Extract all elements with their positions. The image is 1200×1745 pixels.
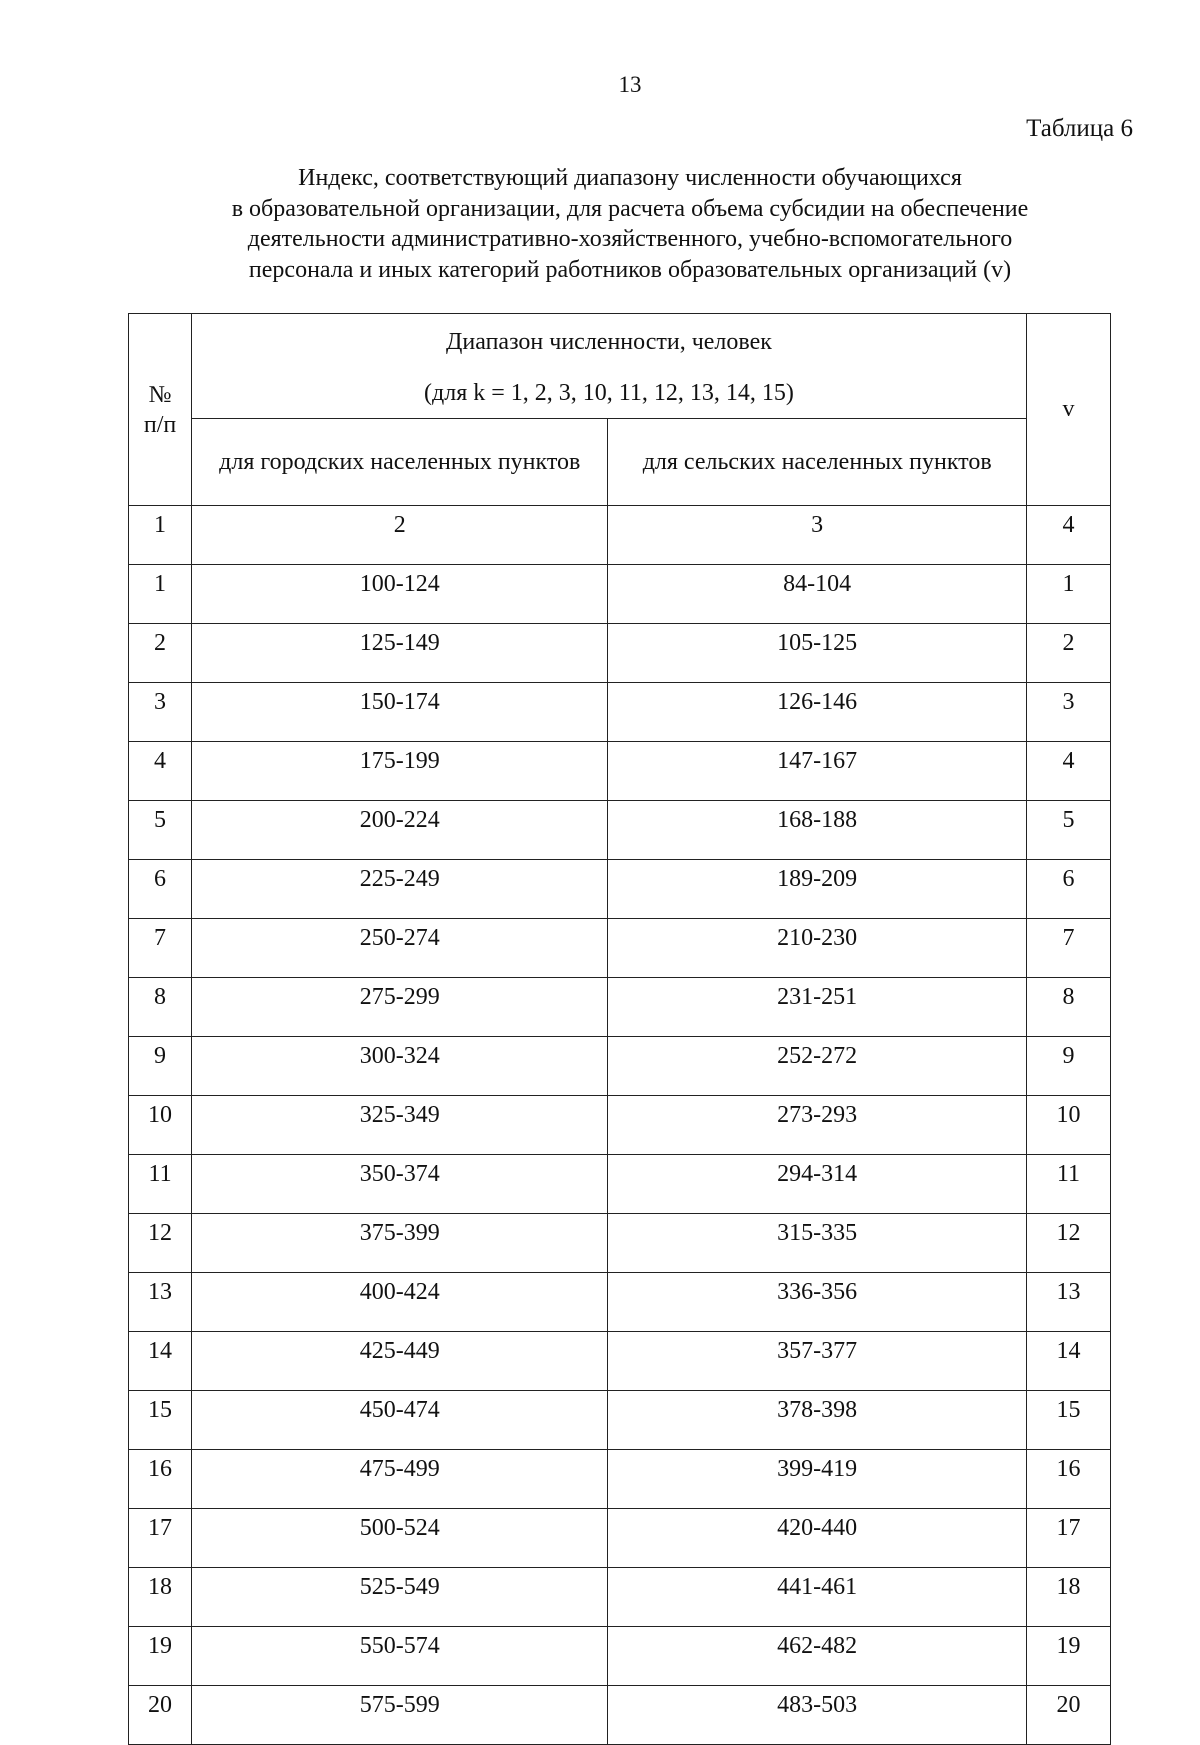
urban-range-cell: 100-124	[192, 565, 608, 624]
urban-range-cell: 175-199	[192, 742, 608, 801]
urban-range-cell: 475-499	[192, 1450, 608, 1509]
column-number: 3	[608, 506, 1026, 565]
table-row	[129, 1214, 1111, 1273]
v-index-cell: 2	[1026, 624, 1110, 683]
table-row	[129, 1568, 1111, 1627]
table-row	[129, 1391, 1111, 1450]
urban-range-cell: 350-374	[192, 1155, 608, 1214]
table-row	[129, 1273, 1111, 1332]
rural-range-cell: 126-146	[608, 683, 1026, 742]
table-heading	[130, 163, 1130, 285]
rural-range-cell: 84-104	[608, 565, 1026, 624]
v-index-cell: 4	[1026, 742, 1110, 801]
rural-range-cell: 105-125	[608, 624, 1026, 683]
header-v: v	[1026, 314, 1110, 506]
rural-range-cell: 378-398	[608, 1391, 1026, 1450]
rural-range-cell: 357-377	[608, 1332, 1026, 1391]
rural-range-cell: 168-188	[608, 801, 1026, 860]
rural-range-cell: 420-440	[608, 1509, 1026, 1568]
urban-range-cell: 150-174	[192, 683, 608, 742]
row-number-cell: 2	[129, 624, 192, 683]
v-index-cell: 7	[1026, 919, 1110, 978]
row-number-cell: 6	[129, 860, 192, 919]
v-index-cell: 19	[1026, 1627, 1110, 1686]
table-row	[129, 860, 1111, 919]
rural-range-cell: 336-356	[608, 1273, 1026, 1332]
v-index-cell: 11	[1026, 1155, 1110, 1214]
row-number-cell: 14	[129, 1332, 192, 1391]
row-number-cell: 12	[129, 1214, 192, 1273]
row-number-cell: 15	[129, 1391, 192, 1450]
table-row	[129, 1037, 1111, 1096]
rural-range-cell: 294-314	[608, 1155, 1026, 1214]
table-row	[129, 1155, 1111, 1214]
urban-range-cell: 450-474	[192, 1391, 608, 1450]
v-index-cell: 8	[1026, 978, 1110, 1037]
table-row	[129, 919, 1111, 978]
table-row	[129, 1627, 1111, 1686]
table-row	[129, 978, 1111, 1037]
v-index-cell: 18	[1026, 1568, 1110, 1627]
urban-range-cell: 375-399	[192, 1214, 608, 1273]
column-number: 1	[129, 506, 192, 565]
urban-range-cell: 425-449	[192, 1332, 608, 1391]
v-index-cell: 17	[1026, 1509, 1110, 1568]
v-index-cell: 15	[1026, 1391, 1110, 1450]
rural-range-cell: 252-272	[608, 1037, 1026, 1096]
table-row	[129, 1509, 1111, 1568]
row-number-cell: 13	[129, 1273, 192, 1332]
row-number-cell: 19	[129, 1627, 192, 1686]
urban-range-cell: 575-599	[192, 1686, 608, 1745]
row-number-cell: 5	[129, 801, 192, 860]
header-range-title: Диапазон численности, человек	[446, 328, 772, 355]
v-index-cell: 14	[1026, 1332, 1110, 1391]
rural-range-cell: 189-209	[608, 860, 1026, 919]
heading-line: персонала и иных категорий работников образовательных организаций (v)	[248, 256, 1012, 283]
row-number-cell: 3	[129, 683, 192, 742]
row-number-cell: 20	[129, 1686, 192, 1745]
row-number-cell: 9	[129, 1037, 192, 1096]
row-number-cell: 7	[129, 919, 192, 978]
row-number-cell: 4	[129, 742, 192, 801]
urban-range-cell: 250-274	[192, 919, 608, 978]
header-num-sign: №	[148, 381, 172, 408]
urban-range-cell: 500-524	[192, 1509, 608, 1568]
heading-line: деятельности административно-хозяйственного, учебно-вспомогательного	[247, 226, 1013, 252]
row-number-cell: 17	[129, 1509, 192, 1568]
row-number-cell: 11	[129, 1155, 192, 1214]
table-row	[129, 683, 1111, 742]
header-range	[192, 314, 1027, 419]
rural-range-cell: 273-293	[608, 1096, 1026, 1155]
v-index-cell: 12	[1026, 1214, 1110, 1273]
rural-range-cell: 147-167	[608, 742, 1026, 801]
table-row	[129, 1332, 1111, 1391]
v-index-cell: 5	[1026, 801, 1110, 860]
v-index-cell: 10	[1026, 1096, 1110, 1155]
table-row	[129, 1096, 1111, 1155]
row-number-cell: 18	[129, 1568, 192, 1627]
header-rural: для сельских населенных пунктов	[608, 419, 1026, 506]
row-number-cell: 1	[129, 565, 192, 624]
rural-range-cell: 210-230	[608, 919, 1026, 978]
heading-line: в образовательной организации, для расчета объема субсидии на обеспечение	[231, 195, 1029, 222]
header-num-pp: п/п	[143, 411, 177, 438]
v-index-cell: 9	[1026, 1037, 1110, 1096]
v-index-cell: 16	[1026, 1450, 1110, 1509]
urban-range-cell: 300-324	[192, 1037, 608, 1096]
rural-range-cell: 231-251	[608, 978, 1026, 1037]
urban-range-cell: 550-574	[192, 1627, 608, 1686]
table-row	[129, 1686, 1111, 1745]
header-num	[129, 314, 192, 506]
urban-range-cell: 125-149	[192, 624, 608, 683]
header-urban: для городских населенных пунктов	[192, 419, 608, 506]
v-index-cell: 3	[1026, 683, 1110, 742]
page-number: 13	[618, 72, 642, 97]
row-number-cell: 10	[129, 1096, 192, 1155]
table-row	[129, 1450, 1111, 1509]
table-row	[129, 801, 1111, 860]
column-numbering-row	[129, 506, 1111, 565]
urban-range-cell: 200-224	[192, 801, 608, 860]
rural-range-cell: 483-503	[608, 1686, 1026, 1745]
urban-range-cell: 225-249	[192, 860, 608, 919]
rural-range-cell: 462-482	[608, 1627, 1026, 1686]
column-number: 4	[1026, 506, 1110, 565]
index-table	[128, 313, 1111, 1745]
urban-range-cell: 325-349	[192, 1096, 608, 1155]
table-row	[129, 742, 1111, 801]
urban-range-cell: 400-424	[192, 1273, 608, 1332]
rural-range-cell: 399-419	[608, 1450, 1026, 1509]
table-label: Таблица 6	[1026, 115, 1133, 142]
table-row	[129, 624, 1111, 683]
heading-line: Индекс, соответствующий диапазону численности обучающихся	[298, 165, 962, 191]
column-number: 2	[192, 506, 608, 565]
urban-range-cell: 275-299	[192, 978, 608, 1037]
rural-range-cell: 441-461	[608, 1568, 1026, 1627]
v-index-cell: 6	[1026, 860, 1110, 919]
table-row	[129, 565, 1111, 624]
v-index-cell: 13	[1026, 1273, 1110, 1332]
urban-range-cell: 525-549	[192, 1568, 608, 1627]
v-index-cell: 20	[1026, 1686, 1110, 1745]
row-number-cell: 8	[129, 978, 192, 1037]
row-number-cell: 16	[129, 1450, 192, 1509]
header-range-k: (для k = 1, 2, 3, 10, 11, 12, 13, 14, 15)	[424, 379, 794, 406]
rural-range-cell: 315-335	[608, 1214, 1026, 1273]
v-index-cell: 1	[1026, 565, 1110, 624]
